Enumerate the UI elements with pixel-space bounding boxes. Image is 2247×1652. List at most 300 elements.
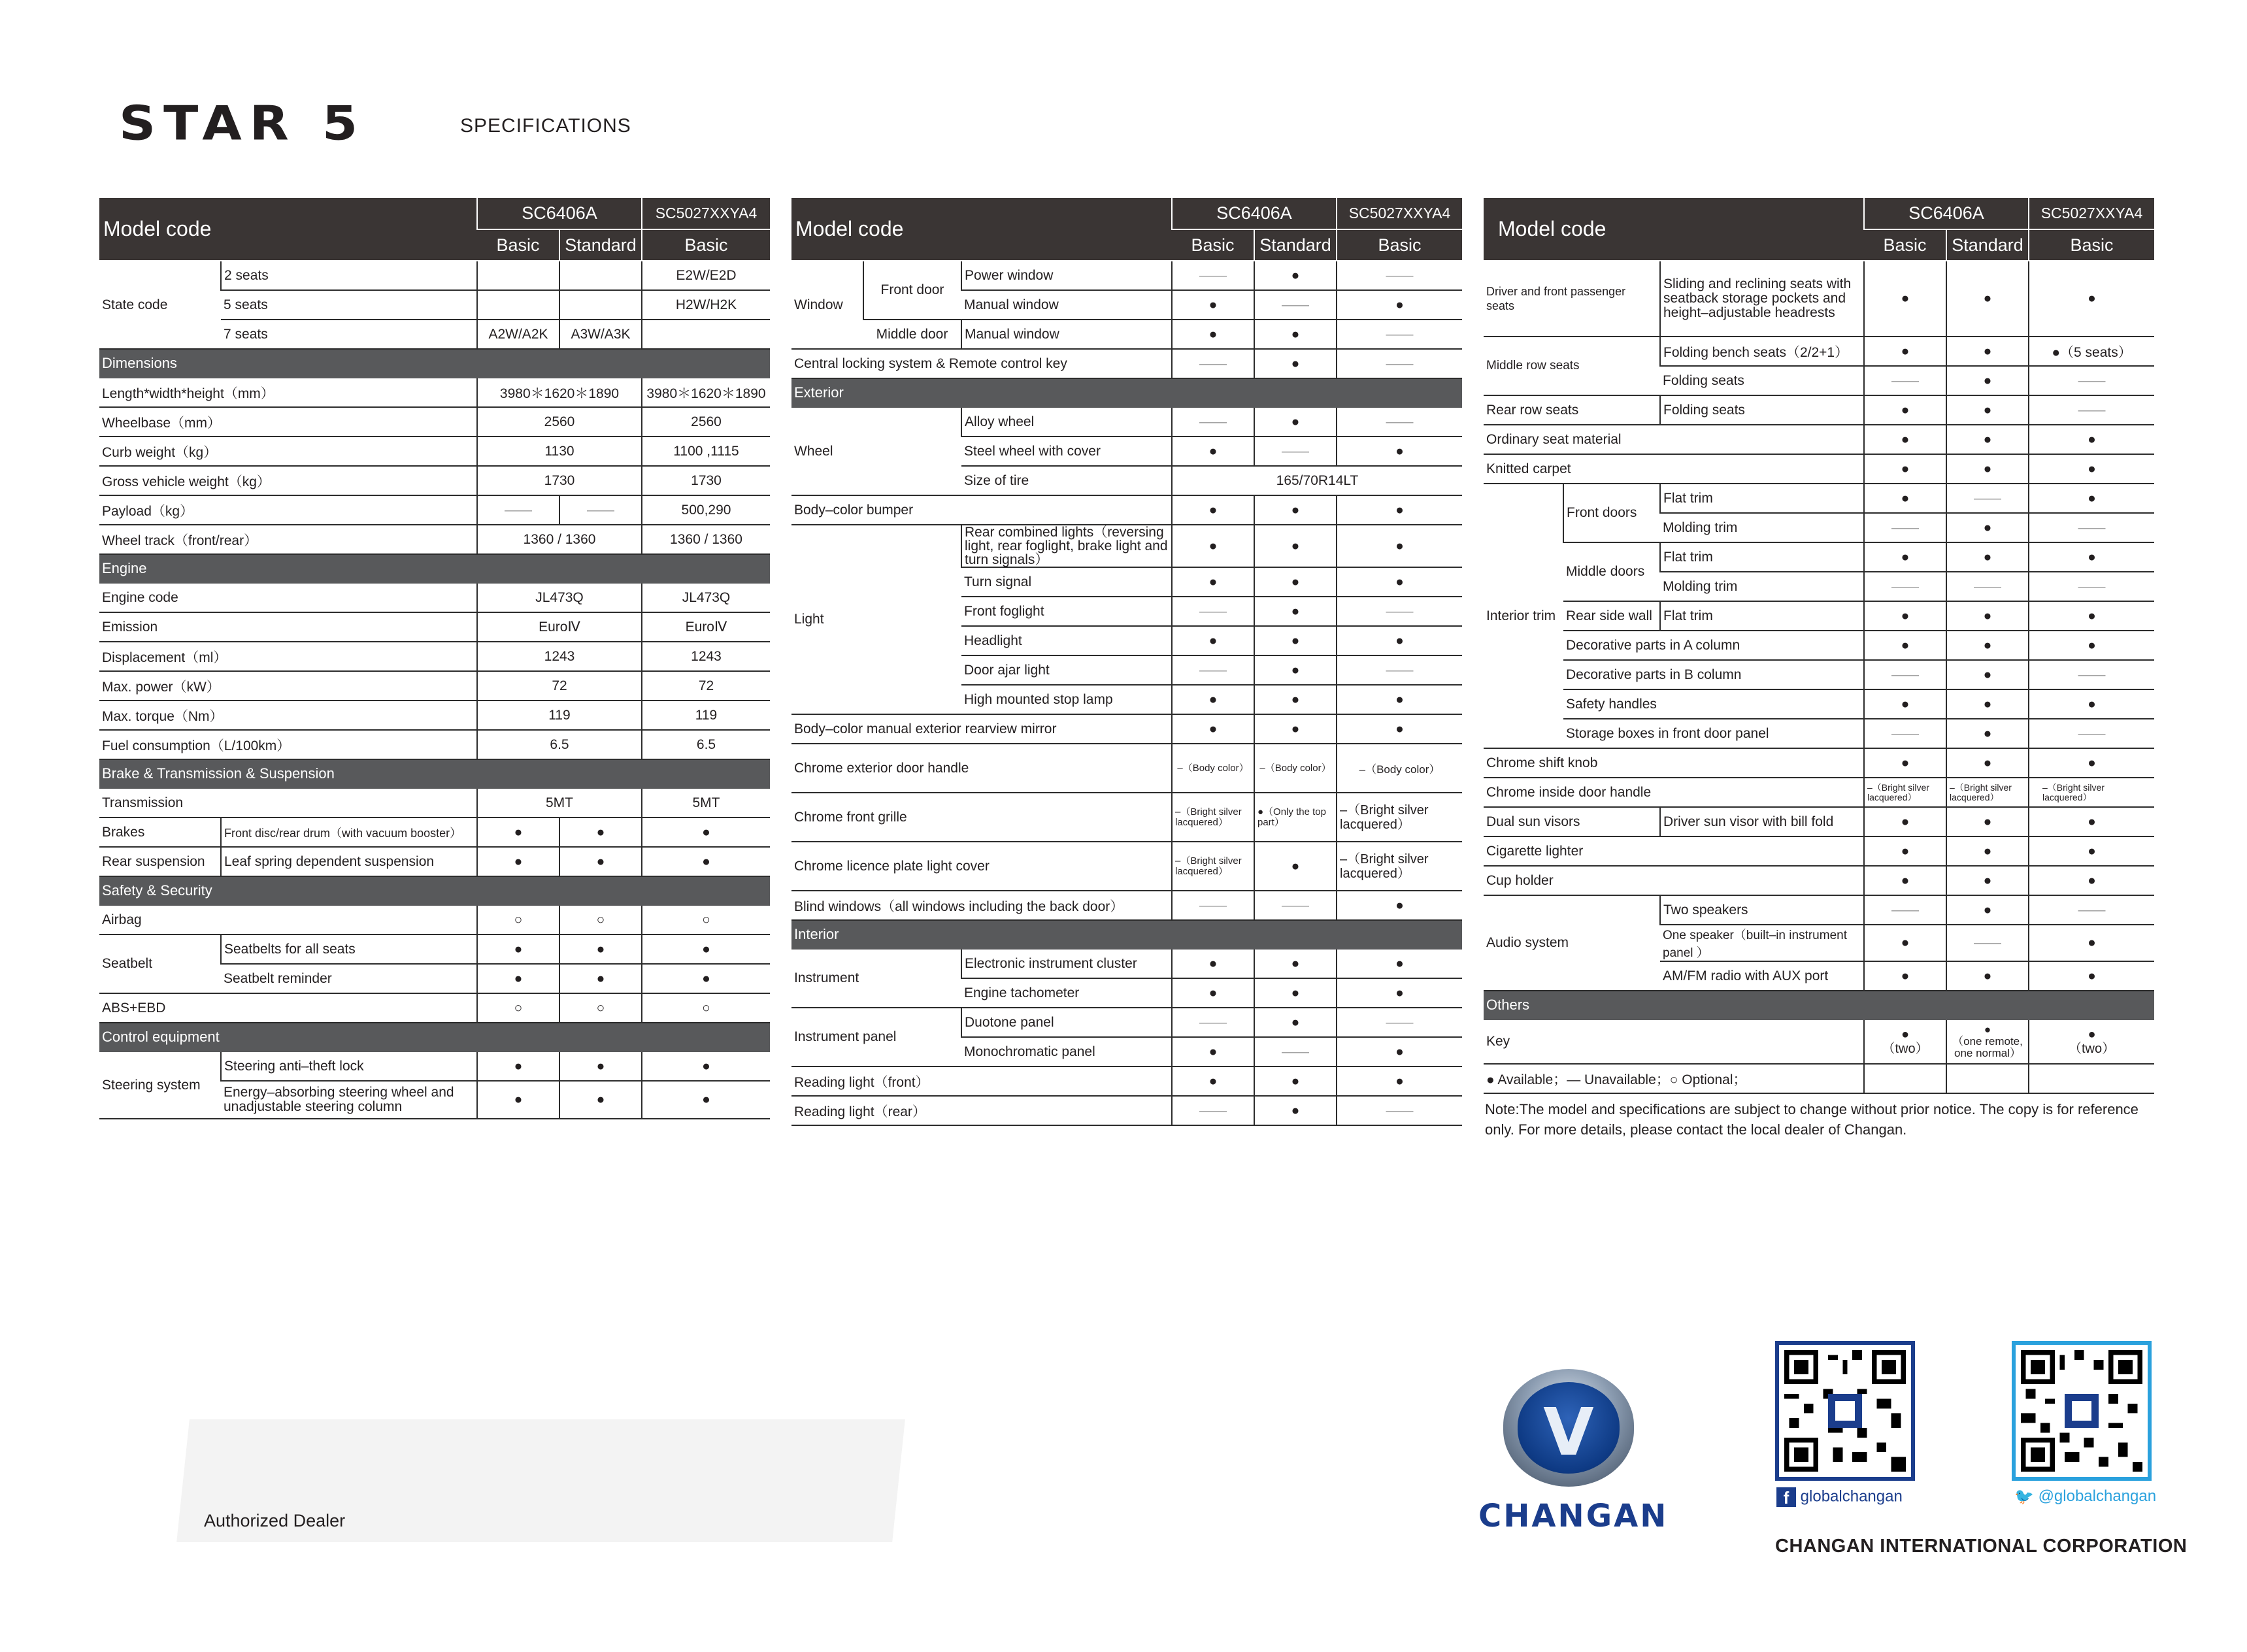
cell-mark: ●: [1254, 407, 1337, 437]
row-sublabel: Energy–absorbing steering wheel and unadjustable steering column: [221, 1081, 477, 1119]
col-standard: Standard: [1254, 229, 1337, 261]
row-sublabel: Seatbelt reminder: [221, 964, 477, 993]
cell-mark: ●: [1337, 626, 1462, 655]
table-row: [99, 378, 770, 407]
facebook-link[interactable]: [1776, 1487, 1903, 1507]
cell-value: EuroⅣ: [477, 612, 642, 642]
row-sublabel: Leaf spring dependent suspension: [221, 847, 477, 876]
cell-value: A2W/A2K: [477, 320, 559, 349]
table-row: [1484, 660, 2154, 689]
table-row: [99, 934, 770, 964]
section-others: Others: [1484, 991, 2154, 1019]
row-label: Chrome inside door handle: [1484, 778, 1864, 807]
table-row: [1484, 454, 2154, 484]
row-label: Length*width*height（mm）: [99, 378, 477, 407]
section-control: Control equipment: [99, 1023, 770, 1051]
row-label: Seatbelt: [99, 934, 221, 993]
cell-value: –（Body color）: [1337, 744, 1462, 793]
table-row: [1484, 261, 2154, 337]
spec-table-2: [791, 198, 1462, 1126]
cell-mark: ●: [1864, 866, 1946, 895]
row-label: Engine code: [99, 583, 477, 612]
row-label: Gross vehicle weight（kg）: [99, 466, 477, 495]
row-label: Central locking system & Remote control key: [791, 349, 1172, 378]
cell-mark: ——: [1864, 660, 1946, 689]
row-label: Reading light（front）: [791, 1066, 1172, 1096]
cell-mark: ——: [2029, 572, 2154, 601]
cell-mark: ●: [1254, 261, 1337, 290]
row-label: Curb weight（kg）: [99, 437, 477, 466]
cell-value: 1360 / 1360: [477, 525, 642, 554]
row-label: Rear row seats: [1484, 395, 1660, 425]
table-row: [99, 642, 770, 671]
table-row: [1484, 748, 2154, 778]
cell-mark: ●: [1946, 660, 2029, 689]
cell-value: –（Body color）: [1254, 744, 1337, 793]
cell-value: ●（5 seats）: [2029, 337, 2154, 366]
cell-mark: ●: [642, 818, 770, 847]
section-header: [99, 1023, 770, 1051]
cell-mark: ●: [477, 847, 559, 876]
cell-mark: ●: [642, 1081, 770, 1119]
cell-mark: ●: [1864, 807, 1946, 836]
cell-mark: ●: [559, 847, 642, 876]
cell-mark: ●: [1254, 495, 1337, 525]
row-item: Storage boxes in front door panel: [1563, 719, 1864, 748]
header-row: [99, 198, 770, 229]
cell-mark: ●: [1172, 685, 1254, 714]
cell-mark: ——: [1946, 572, 2029, 601]
table-row: [791, 744, 1462, 793]
table-row: [99, 612, 770, 642]
cell-mark: ——: [1172, 407, 1254, 437]
table-row: [791, 1008, 1462, 1037]
cell-mark: ●: [2029, 601, 2154, 631]
row-sublabel: Rear side wall: [1563, 601, 1660, 631]
cell-mark: ●: [1254, 1008, 1337, 1037]
table-row: [99, 701, 770, 730]
cell-mark: ——: [1864, 895, 1946, 925]
cell-mark: ●: [1337, 525, 1462, 567]
cell-mark: ●: [1864, 484, 1946, 513]
disclaimer-note: Note:The model and specifications are subject to change without prior notice. The copy is for reference only. For more details, please contact the local dealer of Changan.: [1485, 1101, 2139, 1138]
cell-mark: ●: [1864, 748, 1946, 778]
row-label: Emission: [99, 612, 477, 642]
cell-mark: ●: [1946, 836, 2029, 866]
col-basic-2: Basic: [2029, 229, 2154, 261]
cell-mark: ●: [1254, 949, 1337, 978]
row-item: Headlight: [961, 626, 1172, 655]
cell-mark: ●: [1254, 978, 1337, 1008]
row-label: Light: [791, 525, 961, 714]
legend: ● Available；— Unavailable；○ Optional；: [1484, 1064, 1864, 1093]
row-label: Dual sun visors: [1484, 807, 1660, 836]
cell-value: 1243: [642, 642, 770, 671]
row-label: Payload（kg）: [99, 495, 477, 525]
cell-mark: ——: [1337, 1096, 1462, 1125]
cell-mark: ●: [1946, 961, 2029, 991]
cell-mark: ●: [2029, 836, 2154, 866]
cell-mark: ●: [1254, 567, 1337, 597]
row-label: Audio system: [1484, 895, 1660, 991]
section-brake: Brake & Transmission & Suspension: [99, 759, 770, 788]
cell-value: –（Bright silver lacquered）: [1172, 793, 1254, 842]
cell-mark: ●: [1254, 1096, 1337, 1125]
row-item: Electronic instrument cluster: [961, 949, 1172, 978]
cell-value: 1730: [642, 466, 770, 495]
cell-mark: ●: [477, 1081, 559, 1119]
row-label: Body–color bumper: [791, 495, 1172, 525]
facebook-handle: globalchangan: [1800, 1487, 1903, 1506]
cell-mark: ——: [1337, 349, 1462, 378]
row-item: High mounted stop lamp: [961, 685, 1172, 714]
cell-mark: ●: [1946, 395, 2029, 425]
cell-mark: ●: [559, 1051, 642, 1081]
table-row: [1484, 807, 2154, 836]
section-engine: Engine: [99, 554, 770, 583]
cell-mark: ——: [1172, 597, 1254, 626]
cell-mark: ●: [2029, 925, 2154, 961]
row-label: Chrome front grille: [791, 793, 1172, 842]
row-label: Steering system: [99, 1051, 221, 1119]
row-label: Displacement（ml）: [99, 642, 477, 671]
row-label: Chrome shift knob: [1484, 748, 1864, 778]
cell-mark: ●: [1864, 601, 1946, 631]
cell-mark: ●: [559, 818, 642, 847]
cell-mark: ●: [1172, 949, 1254, 978]
cell-mark: ●: [642, 964, 770, 993]
row-label: Chrome licence plate light cover: [791, 842, 1172, 891]
table-row: [99, 671, 770, 701]
row-label: Cup holder: [1484, 866, 1864, 895]
cell-mark: ●: [559, 964, 642, 993]
cell-mark: ●: [1254, 626, 1337, 655]
page-subtitle: SPECIFICATIONS: [460, 115, 631, 137]
cell-mark: ●: [1946, 748, 2029, 778]
table-row: [791, 525, 1462, 567]
cell-value: 72: [642, 671, 770, 701]
row-label: Body–color manual exterior rearview mirror: [791, 714, 1172, 744]
cell-mark: ●: [1946, 513, 2029, 542]
row-item: Decorative parts in A column: [1563, 631, 1864, 660]
cell-mark: ●: [1337, 290, 1462, 320]
table-row: [99, 407, 770, 437]
cell-mark: ●: [642, 1051, 770, 1081]
cell-mark: ●: [477, 1051, 559, 1081]
cell-mark: ●: [642, 934, 770, 964]
section-exterior: Exterior: [791, 378, 1462, 407]
row-item: Front foglight: [961, 597, 1172, 626]
cell-mark: ●: [1946, 866, 2029, 895]
row-item: Steel wheel with cover: [961, 437, 1172, 466]
cell-value: JL473Q: [642, 583, 770, 612]
cell-mark: ●: [1864, 925, 1946, 961]
cell-mark: ●: [477, 818, 559, 847]
cell-mark: ●: [1172, 1066, 1254, 1096]
row-item: Duotone panel: [961, 1008, 1172, 1037]
cell-mark: ——: [559, 495, 642, 525]
table-row: [791, 891, 1462, 920]
row-label: Brakes: [99, 818, 221, 847]
cell-mark: ——: [2029, 513, 2154, 542]
col-standard: Standard: [1946, 229, 2029, 261]
cell-value: JL473Q: [477, 583, 642, 612]
row-item: Safety handles: [1563, 689, 1864, 719]
row-sublabel: Front door: [863, 261, 961, 320]
cell-mark: ●: [1864, 337, 1946, 366]
cell-mark: ●: [1254, 714, 1337, 744]
dealer-label: Authorized Dealer: [204, 1511, 346, 1530]
row-label: Fuel consumption（L/100km）: [99, 730, 477, 759]
section-header: [99, 349, 770, 378]
row-item: Manual window: [961, 290, 1172, 320]
row-label: Knitted carpet: [1484, 454, 1864, 484]
cell-mark: ●: [1946, 261, 2029, 337]
cell-value: –（Body color）: [1172, 744, 1254, 793]
twitter-qr-icon: [2012, 1341, 2152, 1481]
cell-value: 1360 / 1360: [642, 525, 770, 554]
cell-mark: ●: [1864, 454, 1946, 484]
table-row: [791, 793, 1462, 842]
cell-mark: ●: [2029, 484, 2154, 513]
cell-mark: ●: [1172, 290, 1254, 320]
cell-mark: ○: [642, 905, 770, 934]
row-item: Manual window: [961, 320, 1172, 349]
cell-mark: ——: [1864, 366, 1946, 395]
row-label: Cigarette lighter: [1484, 836, 1864, 866]
cell-mark: ●: [1172, 525, 1254, 567]
cell-mark: ●: [1946, 895, 2029, 925]
table-row: [1484, 425, 2154, 454]
table-row: [99, 1051, 770, 1081]
table-row: [791, 320, 1462, 349]
section-safety: Safety & Security: [99, 876, 770, 905]
row-sublabel: Front doors: [1563, 484, 1660, 542]
row-item: Size of tire: [961, 466, 1172, 495]
row-label: Max. power（kW）: [99, 671, 477, 701]
cell-value: 1100 ,1115: [642, 437, 770, 466]
cell-value: 500,290: [642, 495, 770, 525]
changan-badge-icon: [1503, 1369, 1634, 1487]
cell-mark: ●: [2029, 425, 2154, 454]
row-label: 7 seats: [221, 320, 477, 349]
row-item: Flat trim: [1660, 601, 1864, 631]
cell-mark: ——: [1172, 349, 1254, 378]
table-row: [99, 583, 770, 612]
cell-value: A3W/A3K: [559, 320, 642, 349]
row-label: Wheel: [791, 407, 961, 495]
cell-value: –（Bright silver lacquered）: [1864, 778, 1946, 807]
row-item: Folding seats: [1660, 366, 1864, 395]
table-row: [1484, 836, 2154, 866]
col-basic: Basic: [477, 229, 559, 261]
cell-mark: ——: [1864, 513, 1946, 542]
cell-mark: ●: [1172, 320, 1254, 349]
row-label: Rear suspension: [99, 847, 221, 876]
col-basic: Basic: [1864, 229, 1946, 261]
cell-value: 3980＊1620＊1890: [477, 378, 642, 407]
table-row: [99, 525, 770, 554]
row-item: One speaker（built–in instrument panel ）: [1660, 925, 1864, 961]
row-item: Molding trim: [1660, 513, 1864, 542]
row-item: Engine tachometer: [961, 978, 1172, 1008]
spec-panel-2: [791, 198, 1462, 1126]
row-item: Power window: [961, 261, 1172, 290]
cell-mark: ○: [642, 993, 770, 1023]
cell-mark: ●: [2029, 748, 2154, 778]
section-header: [99, 876, 770, 905]
cell-mark: ●: [1901, 1027, 1910, 1042]
row-item: Door ajar light: [961, 655, 1172, 685]
cell-mark: ●: [1337, 437, 1462, 466]
cell-mark: ——: [1864, 572, 1946, 601]
cell-mark: ——: [2029, 895, 2154, 925]
section-header: [1484, 991, 2154, 1019]
cell-mark: ●: [477, 964, 559, 993]
row-label: Window: [791, 261, 863, 349]
col-basic-2: Basic: [1337, 229, 1462, 261]
cell-mark: ——: [1172, 1096, 1254, 1125]
cell-value: ●（Only the top part）: [1254, 793, 1337, 842]
cell-mark: ●: [1946, 542, 2029, 572]
row-label: Instrument panel: [791, 1008, 961, 1066]
table-row: [1484, 395, 2154, 425]
table-row: [1484, 895, 2154, 925]
cell-mark: ●: [1946, 807, 2029, 836]
cell-mark: ●: [1172, 437, 1254, 466]
table-row: [1484, 719, 2154, 748]
cell-mark: ○: [477, 905, 559, 934]
table-row: [791, 261, 1462, 290]
row-item: Two speakers: [1660, 895, 1864, 925]
row-item: Folding seats: [1660, 395, 1864, 425]
cell-mark: ○: [559, 993, 642, 1023]
section-header: [791, 920, 1462, 949]
row-label: Max. torque（Nm）: [99, 701, 477, 730]
cell-mark: ●: [1254, 349, 1337, 378]
spec-table-1: [99, 198, 770, 1119]
table-row: [791, 949, 1462, 978]
cell-mark: ——: [1172, 655, 1254, 685]
table-row: [99, 788, 770, 818]
cell-mark: ●: [2029, 631, 2154, 660]
cell-mark: ●: [2029, 261, 2154, 337]
row-label: Interior trim: [1484, 484, 1563, 748]
row-label: 5 seats: [221, 290, 477, 320]
table-row: [1484, 542, 2154, 572]
row-label: Reading light（rear）: [791, 1096, 1172, 1125]
table-row: [1484, 778, 2154, 807]
cell-mark: ●: [1337, 891, 1462, 920]
cell-value: –（Bright silver lacquered）: [1172, 842, 1254, 891]
cell-value: 72: [477, 671, 642, 701]
cell-mark: ●: [1172, 495, 1254, 525]
cell-mark: ●: [1337, 1037, 1462, 1066]
section-header: [99, 759, 770, 788]
twitter-link[interactable]: [2014, 1487, 2156, 1506]
state-code-label: State code: [99, 261, 221, 349]
table-row: [99, 905, 770, 934]
cell-value: （two）: [2068, 1042, 2116, 1056]
table-row: [791, 495, 1462, 525]
cell-mark: ●: [1172, 626, 1254, 655]
row-label: Transmission: [99, 788, 477, 818]
cell-value: （two）: [1882, 1042, 1929, 1056]
section-interior: Interior: [791, 920, 1462, 949]
cell-mark: ——: [2029, 719, 2154, 748]
cell-mark: ●: [1946, 337, 2029, 366]
cell-mark: ——: [1337, 655, 1462, 685]
cell-mark: ●: [2029, 454, 2154, 484]
row-item: AM/FM radio with AUX port: [1660, 961, 1864, 991]
cell-mark: ●: [1337, 567, 1462, 597]
cell-mark: ●: [1254, 320, 1337, 349]
cell-mark: ●: [1946, 601, 2029, 631]
col-sc5027: SC5027XXYA4: [1337, 198, 1462, 229]
section-dimensions: Dimensions: [99, 349, 770, 378]
cell-mark: ●: [2029, 866, 2154, 895]
twitter-icon: 🐦: [2014, 1488, 2034, 1506]
row-item: Decorative parts in B column: [1563, 660, 1864, 689]
cell-mark: ●: [1946, 366, 2029, 395]
cell-mark: ●: [1337, 685, 1462, 714]
cell-mark: ——: [1337, 1008, 1462, 1037]
table-row: [1484, 337, 2154, 366]
cell-mark: ●: [559, 934, 642, 964]
col-sc5027: SC5027XXYA4: [642, 198, 770, 229]
cell-mark: ——: [2029, 366, 2154, 395]
cell-mark: ●: [1946, 719, 2029, 748]
section-header: [99, 554, 770, 583]
cell-value: 119: [477, 701, 642, 730]
model-code-label: Model code: [1484, 198, 1864, 261]
cell-mark: ●: [1946, 689, 2029, 719]
cell-mark: ●: [2029, 689, 2154, 719]
cell-mark: ——: [1254, 1037, 1337, 1066]
row-label: Chrome exterior door handle: [791, 744, 1172, 793]
cell-mark: ●: [1946, 425, 2029, 454]
row-label: Airbag: [99, 905, 477, 934]
cell-mark: ●: [1172, 978, 1254, 1008]
cell-mark: ●: [1864, 836, 1946, 866]
col-basic: Basic: [1172, 229, 1254, 261]
cell-mark: ●: [1254, 597, 1337, 626]
row-label: Key: [1484, 1019, 1864, 1064]
cell-mark: ●: [1337, 495, 1462, 525]
table-row: [99, 437, 770, 466]
col-sc6406a: SC6406A: [1864, 198, 2029, 229]
cell-mark: ●: [1172, 714, 1254, 744]
cell-value: H2W/H2K: [642, 290, 770, 320]
col-sc6406a: SC6406A: [477, 198, 642, 229]
cell-mark: ——: [1864, 719, 1946, 748]
row-label: Wheelbase（mm）: [99, 407, 477, 437]
cell-mark: ——: [477, 495, 559, 525]
cell-mark: ○: [559, 905, 642, 934]
table-row: [1484, 689, 2154, 719]
col-standard: Standard: [559, 229, 642, 261]
table-row: [1484, 1019, 2154, 1064]
row-sublabel: Steering anti–theft lock: [221, 1051, 477, 1081]
cell-mark: ●: [1946, 631, 2029, 660]
facebook-icon: f: [1776, 1487, 1796, 1507]
row-label: Driver and front passenger seats: [1484, 261, 1660, 337]
cell-mark: ●: [1864, 261, 1946, 337]
table-row: [1484, 484, 2154, 513]
cell-value: 2560: [477, 407, 642, 437]
row-item: Folding bench seats（2/2+1）: [1660, 337, 1864, 366]
cell-mark: ——: [1337, 597, 1462, 626]
